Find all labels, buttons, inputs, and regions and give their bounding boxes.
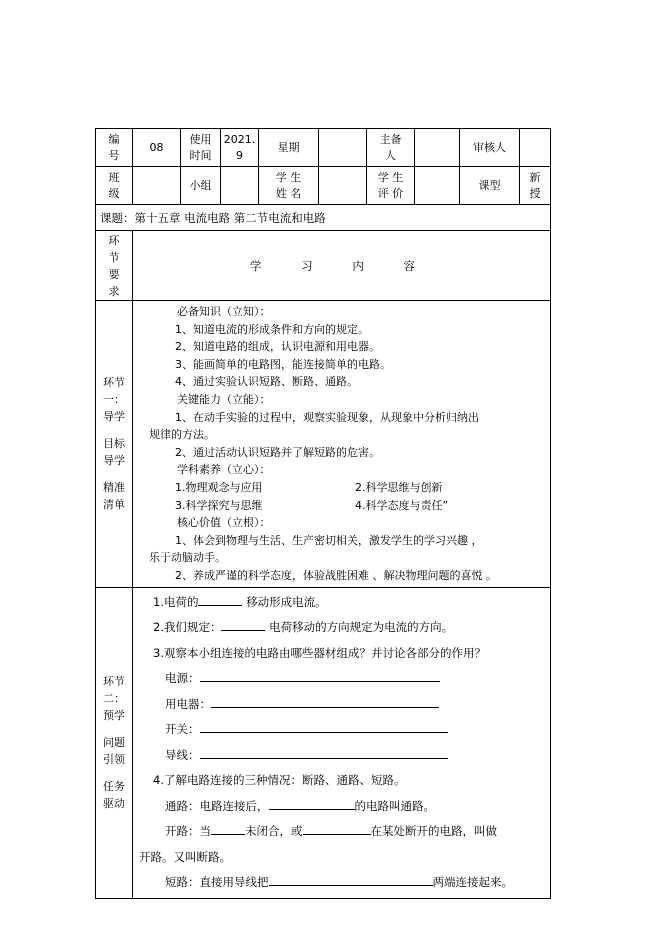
q3: 3.观察本小组连接的电路由哪些器材组成？并讨论各部分的作用？ <box>153 645 486 660</box>
header-row-1 <box>96 129 551 167</box>
s1-line: 核心价值（立根）： <box>177 516 271 530</box>
s1-line: 1、在动手实验的过程中，观察实验现象，从现象中分析归纳出 <box>175 410 479 424</box>
kailu-cont: 开路。又叫断路。 <box>139 849 231 864</box>
value-xuesheng-xingming <box>319 167 367 205</box>
label-xuesheng-pingjia: 学 生 评 价 <box>367 167 415 205</box>
s1-line: 2、知道电路的组成，认识电源和用电器。 <box>175 340 380 354</box>
s1-line: 3、能画简单的电路图，能连接简单的电路。 <box>175 357 391 371</box>
q2: 2.我们规定： 电荷移动的方向规定为电流的方向。 <box>153 620 454 634</box>
section2-row <box>96 587 551 898</box>
label-banji: 班 级 <box>96 167 133 205</box>
value-biaohao: 08 <box>133 129 181 167</box>
tonglu: 通路：电路连接后， 的电路叫通路。 <box>165 798 435 813</box>
label-shiyong-shijian: 使用 时间 <box>181 129 221 167</box>
section-header-row <box>96 231 551 301</box>
s1-line: 1、知道电流的形成条件和方向的规定。 <box>175 322 369 336</box>
lesson-topic: 课题：第十五章 电流电路 第二节电流和电路 <box>96 205 551 231</box>
q4: 4.了解电路连接的三种情况：断路、通路、短路。 <box>153 773 406 787</box>
section1-label: 环节 一： 导学 目标 导学 精准 清单 <box>96 301 133 588</box>
s1-twocol: 1.物理观念与应用 2.科学思维与创新 <box>175 480 443 494</box>
s1-line: 4、通过实验认识短路、断路、通路。 <box>175 375 358 389</box>
part-daoxian: 导线： <box>139 743 546 769</box>
value-zhubei-ren <box>415 129 460 167</box>
value-banji <box>133 167 181 205</box>
section2-label: 环节 二： 预学 问题 引领 任务 驱动 <box>96 587 133 898</box>
s1-line: 学科素养（立心）： <box>177 463 271 477</box>
label-xingqi: 星期 <box>259 129 319 167</box>
kailu: 开路：当 未闭合，或 在某处断开的电路，叫做 <box>165 824 497 838</box>
section1-row <box>96 301 551 588</box>
q1: 1.电荷的 移动形成电流。 <box>153 594 327 609</box>
section1-content <box>133 301 551 588</box>
label-shenhe-ren: 审核人 <box>460 129 520 167</box>
s1-line: 规律的方法。 <box>149 428 215 442</box>
label-kexing: 课型 <box>460 167 520 205</box>
value-xiaozu <box>221 167 259 205</box>
s1-line: 2、通过活动认识短路并了解短路的危害。 <box>175 445 380 459</box>
value-xingqi <box>319 129 367 167</box>
header-row-2 <box>96 167 551 205</box>
label-zhubei-ren: 主备 人 <box>367 129 415 167</box>
part-dianyuan: 电源： <box>139 666 546 692</box>
duanlu: 短路：直接用导线把 两端连接起来。 <box>165 875 513 889</box>
section-header-title: 学 习 内 容 <box>133 231 551 301</box>
label-xuesheng-xingming: 学 生 姓 名 <box>259 167 319 205</box>
part-yongdianqi: 用电器： <box>139 692 546 718</box>
value-xuesheng-pingjia <box>415 167 460 205</box>
lesson-plan-table <box>95 128 551 899</box>
s1-line: 1、体会到物理与生活、生产密切相关，激发学生的学习兴趣 ， <box>175 533 483 547</box>
s1-line: 2、养成严谨的科学态度，体验战胜困难 、解决物理问题的喜悦 。 <box>175 568 497 582</box>
section-header-left: 环 节 要 求 <box>96 231 133 301</box>
label-xiaozu: 小组 <box>181 167 221 205</box>
part-kaiguan: 开关： <box>139 717 546 743</box>
s1-line: 关键能力（立能）： <box>177 392 271 406</box>
value-shiyong-shijian: 2021. 9 <box>221 129 259 167</box>
value-kexing: 新 授 <box>520 167 551 205</box>
topic-row <box>96 205 551 231</box>
value-shenhe-ren <box>520 129 551 167</box>
s1-line: 乐于动脑动手。 <box>149 551 226 565</box>
section2-content <box>133 587 551 898</box>
label-biaohao: 编 号 <box>96 129 133 167</box>
s1-line: 必备知识（立知）： <box>177 305 271 318</box>
s1-twocol: 3.科学探究与思维 4.科学态度与责任” <box>175 498 449 512</box>
